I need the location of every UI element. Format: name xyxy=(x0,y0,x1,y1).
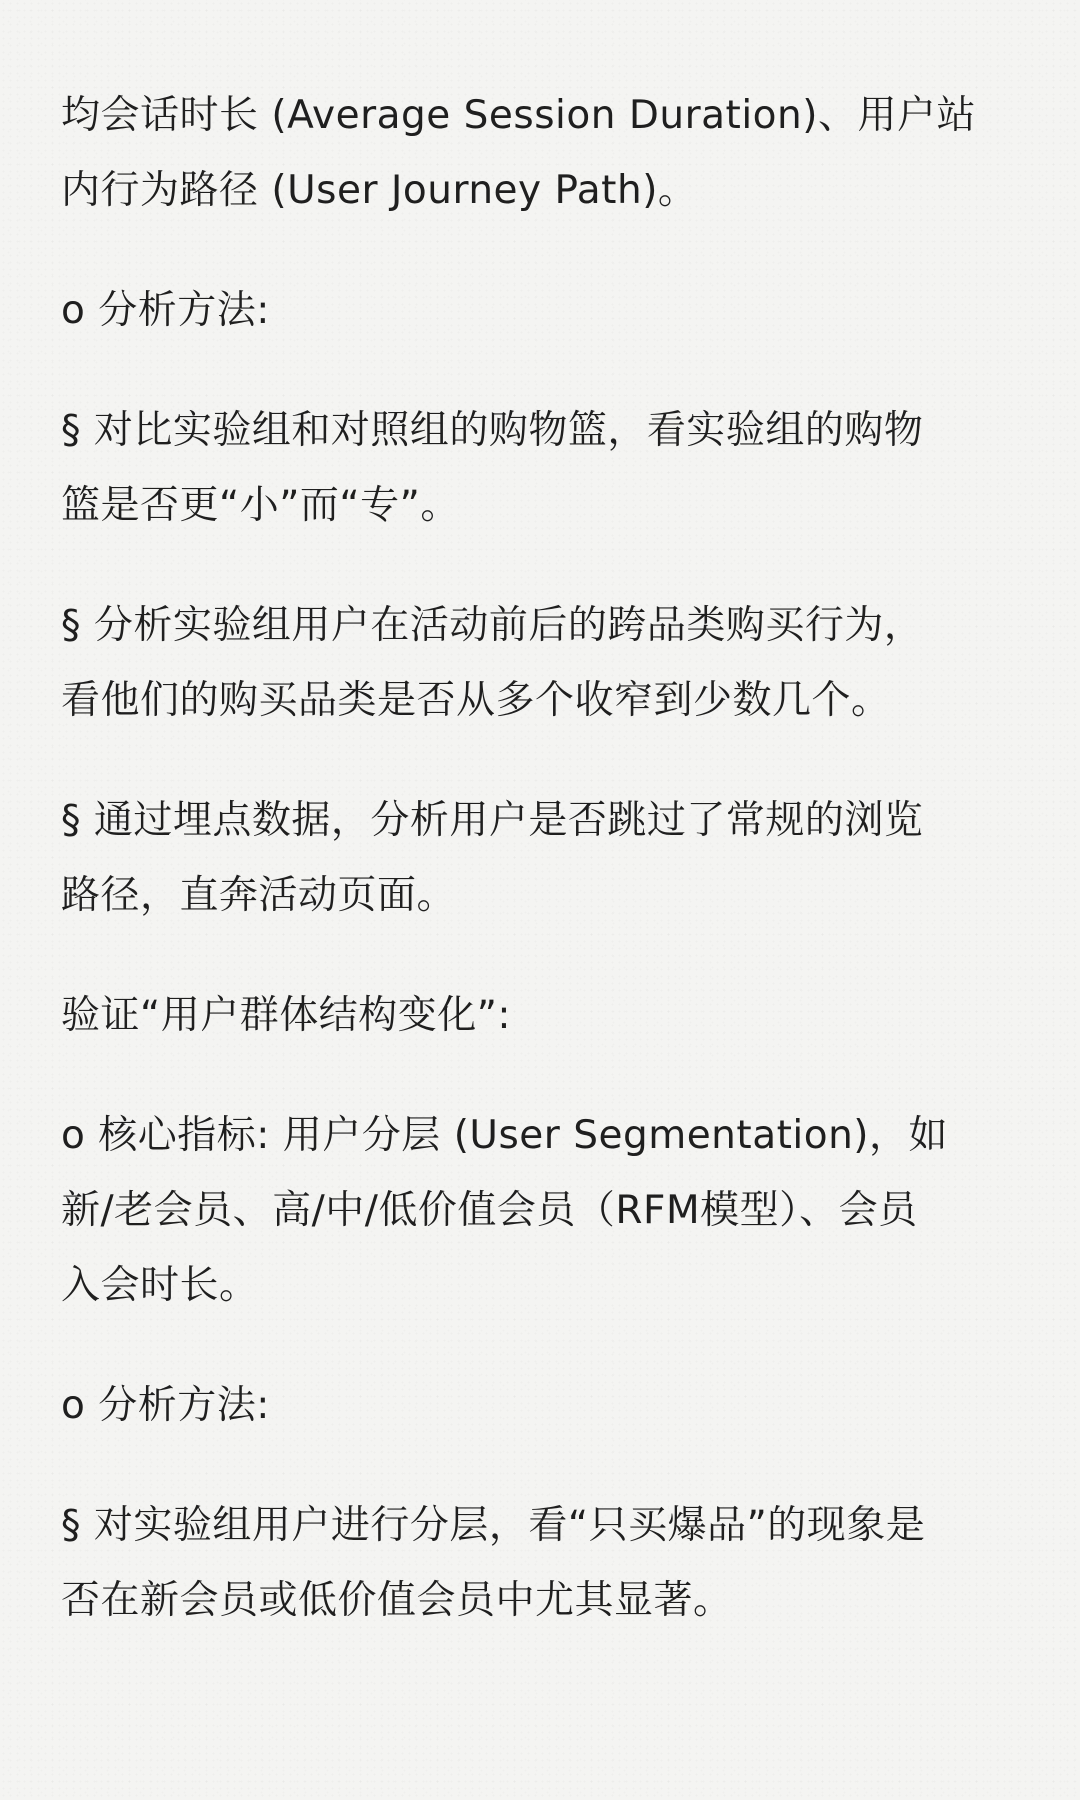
paragraph-basket-comparison xyxy=(61,393,1022,543)
paragraph-analysis-method-heading-2 xyxy=(61,1368,1022,1443)
paragraph-analysis-method-heading xyxy=(61,273,1022,348)
text-line: o 分析方法: xyxy=(61,1383,270,1428)
text-line: 新/老会员、高/中/低价值会员（RFM模型）、会员 xyxy=(61,1188,918,1233)
paragraph-segmentation-analysis xyxy=(61,1488,1022,1638)
text-line: § 对比实验组和对照组的购物篮，看实验组的购物 xyxy=(61,408,924,453)
text-line: 路径，直奔活动页面。 xyxy=(61,873,457,918)
text-line: o 核心指标: 用户分层 (User Segmentation)，如 xyxy=(61,1113,949,1158)
text-line: 篮是否更“小”而“专”。 xyxy=(61,483,460,528)
paragraph-core-metrics xyxy=(61,1098,1022,1323)
text-line: 均会话时长 (Average Session Duration)、用户站 xyxy=(61,93,976,138)
text-line: 看他们的购买品类是否从多个收窄到少数几个。 xyxy=(61,678,891,723)
paragraph-verify-structure-heading xyxy=(61,978,1022,1053)
text-line: § 通过埋点数据，分析用户是否跳过了常规的浏览 xyxy=(61,798,924,843)
text-line: o 分析方法: xyxy=(61,288,270,333)
paragraph-session-metrics xyxy=(61,78,1022,228)
text-line: 验证“用户群体结构变化”: xyxy=(61,993,512,1038)
text-line: 入会时长。 xyxy=(61,1263,259,1308)
paragraph-tracking-path xyxy=(61,783,1022,933)
text-line: 否在新会员或低价值会员中尤其显著。 xyxy=(61,1578,733,1623)
paragraph-cross-category xyxy=(61,588,1022,738)
text-line: § 对实验组用户进行分层，看“只买爆品”的现象是 xyxy=(61,1503,926,1548)
text-line: 内行为路径 (User Journey Path)。 xyxy=(61,168,698,213)
text-line: § 分析实验组用户在活动前后的跨品类购买行为， xyxy=(61,603,924,648)
